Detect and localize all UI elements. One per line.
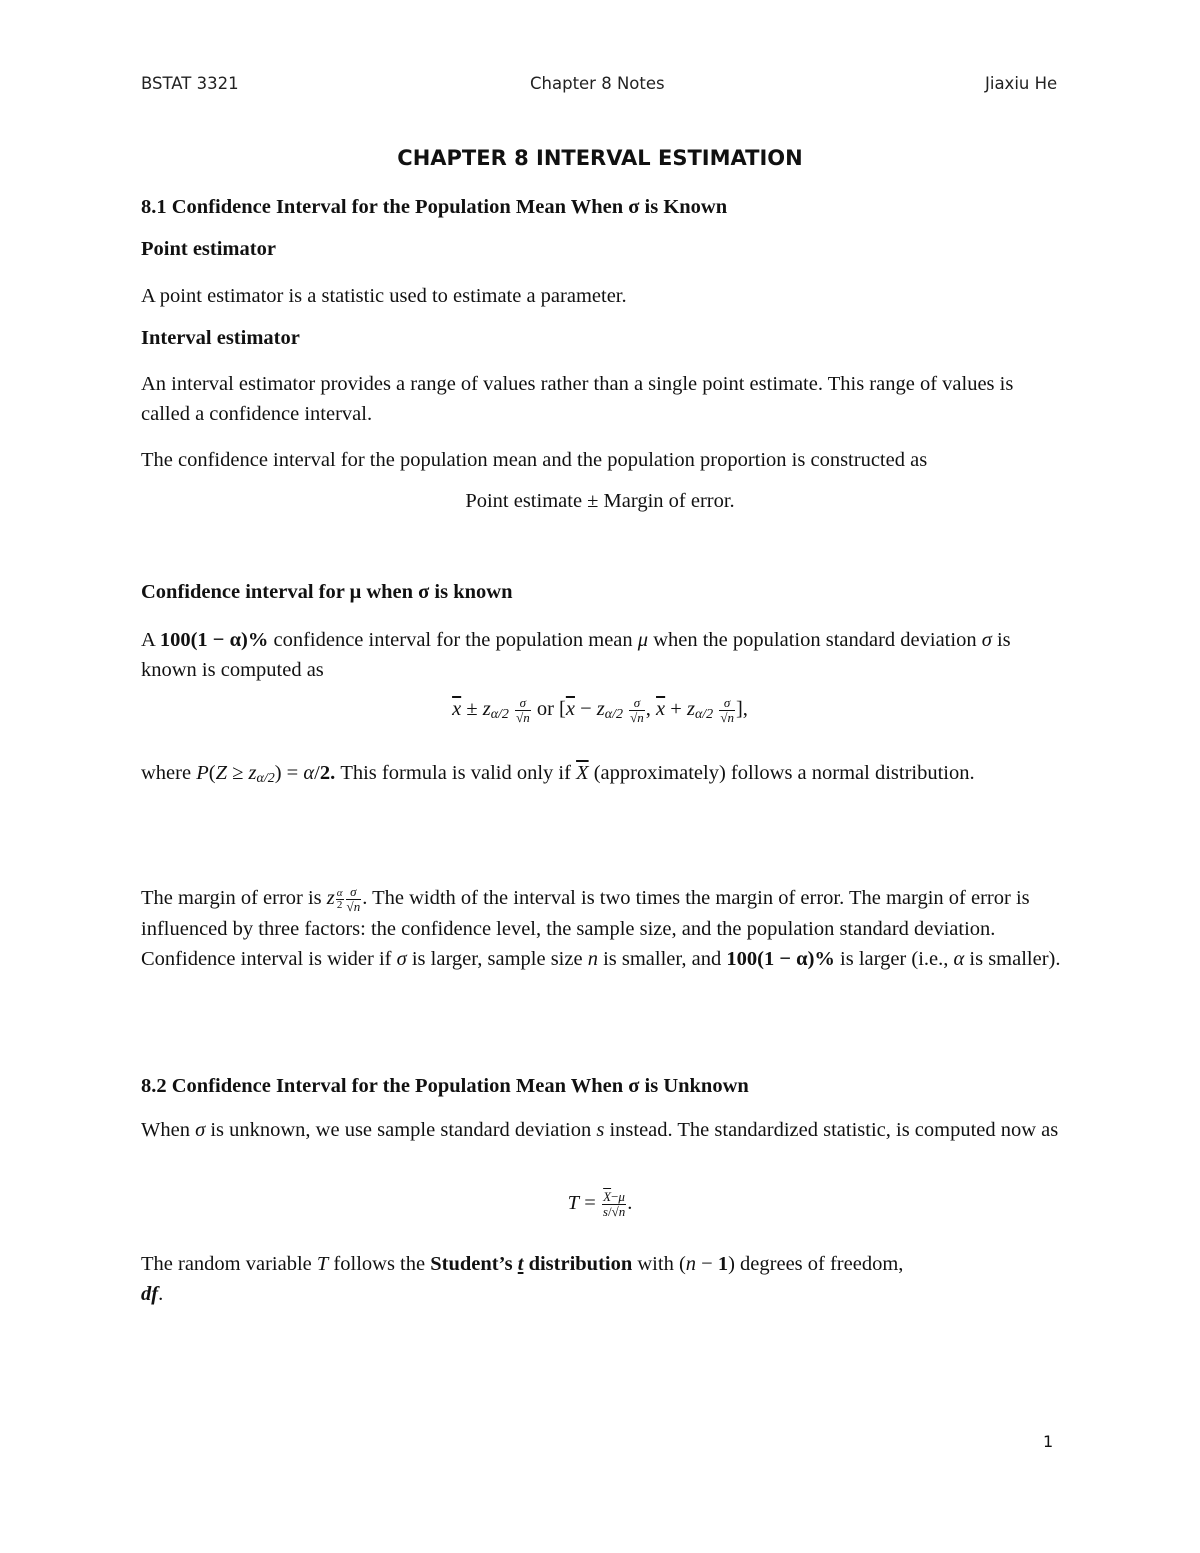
interval-estimator-heading: Interval estimator xyxy=(141,327,300,349)
point-estimate-formula: Point estimate ± Margin of error. xyxy=(465,490,735,512)
section-8-1-heading: 8.1 Confidence Interval for the Population Mean When σ is Known xyxy=(141,196,728,218)
margin-of-error-text: The margin of error is z $\frac{\alpha}{2}$ $\frac{\sigma}{√n}$ . The width of the interval is two times the margin of error. The margin of error is influenced by three factors: the confidence level, the sample size, and the population standard deviation. Confidence interval is wider if σ is larger, sample size n is smaller, and 100(1 − α)% is larger (i.e., α is smaller). xyxy=(141,883,1061,970)
point-estimator-heading: Point estimator xyxy=(141,238,276,260)
constructed-text: The confidence interval for the population mean and the population proportion is constructed as xyxy=(141,449,928,471)
ci-known-formula: $\overline{x} \pm z_{\alpha/2}$ $\frac{\sigma}{√n}$ or [$\overline{x} - z_{\alpha/2}$ $\frac{\sigma}{√n}$ , $\overline{x} + z_{\alpha/2}$ $\frac{\sigma}{√n}$ ], xyxy=(452,695,748,725)
sigma-unknown-text: When σ is unknown, we use sample standard deviation s instead. The standardized statistic, is computed now as xyxy=(141,1119,1059,1141)
point-estimator-text: A point estimator is a statistic used to estimate a parameter. xyxy=(141,285,627,307)
interval-estimator-text: An interval estimator provides a range of values rather than a single point estimate. This range of values is called a confidence interval. xyxy=(141,373,1014,425)
header-course: BSTAT 3321 xyxy=(141,74,239,93)
ci-known-heading: Confidence interval for μ when σ is known xyxy=(141,581,513,603)
header-author: Jiaxiu He xyxy=(985,74,1058,93)
section-8-2-heading: 8.2 Confidence Interval for the Population Mean When σ is Unknown xyxy=(141,1075,749,1097)
t-distribution-text: The random variable T follows the Student’s t distribution with (n − 1) degrees of freedom, df. xyxy=(141,1253,904,1305)
where-text: where $P(Z \ge z_{\alpha/2}) = \alpha/2$. This formula is valid only if $\overline{X}$ (approximately) follows a normal distribution. xyxy=(141,762,975,786)
t-statistic-formula: T = $\frac{\overline{X}-\mu}{s/√n}$ . xyxy=(567,1189,633,1219)
header-chapter: Chapter 8 Notes xyxy=(530,74,665,93)
ci-known-text: A 100(1 − α)% confidence interval for the population mean μ when the population standard deviation σ is known is computed as xyxy=(141,629,1011,681)
page-title: CHAPTER 8 INTERVAL ESTIMATION xyxy=(397,146,803,170)
page-number: 1 xyxy=(1043,1432,1054,1451)
